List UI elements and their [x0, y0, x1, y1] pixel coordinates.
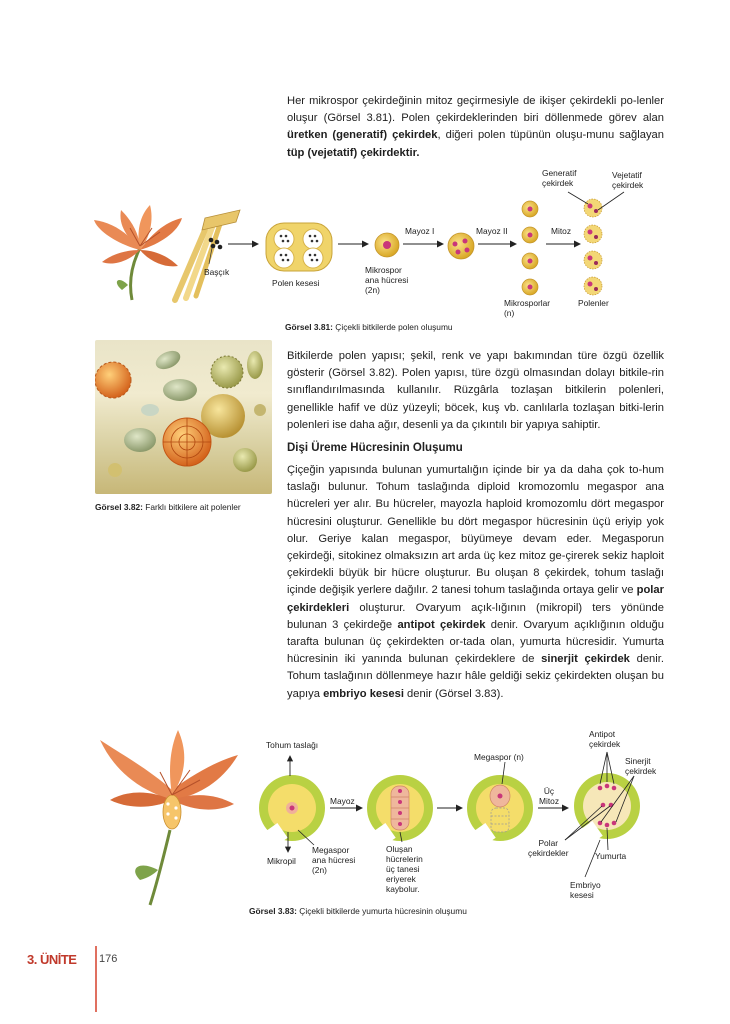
label-tohum-taslagi: Tohum taslağı: [266, 740, 319, 750]
lily-flower-icon: [94, 205, 182, 300]
lily-ovary-icon: [100, 730, 238, 905]
ovule-2-icon: [367, 775, 433, 847]
label-mitoz: Mitoz: [551, 226, 572, 236]
label-polar-cekirdekler: Polar çekirdekler: [528, 838, 569, 858]
paragraph-disi-ureme-hucresi: Çiçeğin yapısında bulunan yumurtalığın içinde bir ya da daha çok to-hum taslağı bulunur. Tohum taslağında diploid kromozomlu megaspor ana hücreleri yer alır. Bu hücreler, mayozla haploid kromozomlu dört megaspor hücresini oluşturur. Genellikle bu dört megaspor hücresinin üçü eriyip yok olur. Geriye kalan megaspor, büyümeye devam eder. Megasporun çekirdeği, sitokinez olmaksızın art arda üç kez mitoz ge-çirerek sekiz haploit çekirdekli büyük bir hücre oluşturur. Bu oluşan 8 çekirdek, tohum taslağı içinde değişik yerlere dağılır. 2 tanesi tohum taslağında ortaya gelir ve polar çekirdekleri oluşturur. Ovaryum açık-lığının (mikropil) ters yönünde bulunan 3 çekirdeğe antipot çekirdek denir. Ovaryum açıklığının olduğu tarafta bulunan üç çekirdekten or-tada olan, yumurta hücresidir. Yumurta hücresinin iki yanında bulunan çekirdeklere de sinerjit çekirdek denir. Tohum taslağının döllenmeye hazır hâle geldiği sekiz çekirdekten oluşan bu yapıya embriyo kesesi denir (Görsel 3.83).: [287, 464, 664, 700]
label-olusan-hucreler: Oluşan hücrelerin üç tanesi eriyerek kaybolur.: [386, 844, 423, 894]
label-polen-kesesi: Polen kesesi: [272, 278, 320, 288]
paragraph-polen-cekirdekleri: Her mikrospor çekirdeğinin mitoz geçirmesiyle de ikişer çekirdekli po-lenler oluşur (Görsel 3.81). Polen çekirdeklerinden biri döllenmede görev alan üretken (generatif) çekirdek, diğeri polen tüpünün oluşu-munu sağlayan tüp (vejetatif) çekirdektir.: [287, 95, 664, 159]
label-megaspor-n: Megaspor (n): [474, 752, 524, 762]
label-mayoz-2: Mayoz II: [476, 226, 508, 236]
label-mikrospor-ana-hucresi: Mikrospor ana hücresi (2n): [365, 265, 409, 295]
label-megaspor-ana-hucresi: Megaspor ana hücresi (2n): [312, 845, 356, 875]
caption-gorsel-3-83: Görsel 3.83: Çiçekli bitkilerde yumurta hücresinin oluşumu: [249, 906, 467, 916]
caption-gorsel-3-81: Görsel 3.81: Çiçekli bitkilerde polen oluşumu: [285, 322, 453, 332]
bascik-anther-icon: [175, 210, 240, 300]
footer-divider: [95, 946, 97, 1012]
pollen-grains-illustration: [95, 340, 272, 494]
ovule-3-icon: [467, 762, 533, 847]
page-number: 176: [99, 953, 118, 965]
polen-photo: [95, 340, 272, 494]
mikrospor-ana-hucresi-icon: [375, 233, 399, 257]
ovule-1-icon: [259, 766, 341, 850]
mayoz-1-hucre-icon: [448, 233, 474, 259]
section-heading: Dişi Üreme Hücresinin Oluşumu: [287, 442, 463, 454]
polen-kesesi-icon: [266, 223, 332, 271]
label-yumurta: Yumurta: [595, 851, 627, 861]
mikrosporlar-icon: [522, 201, 538, 295]
label-sinerjit-cekirdek: Sinerjit çekirdek: [625, 756, 657, 776]
label-mayoz: Mayoz: [330, 796, 355, 806]
label-mikropil: Mikropil: [267, 856, 296, 866]
label-mikrosporlar: Mikrosporlar (n): [504, 298, 551, 318]
label-generatif-cekirdek: Generatif çekirdek: [542, 168, 577, 188]
unit-label: 3. ÜNİTE: [27, 952, 77, 967]
figure-3-83-diagram: [100, 730, 640, 905]
label-mayoz-1: Mayoz I: [405, 226, 435, 236]
label-embriyo-kesesi: Embriyo kesesi: [570, 880, 601, 900]
label-bascik: Başçık: [204, 267, 230, 277]
label-antipot-cekirdek: Antipot çekirdek: [589, 729, 621, 749]
label-vejetatif-cekirdek: Vejetatif çekirdek: [612, 170, 644, 190]
caption-gorsel-3-82: Görsel 3.82: Farklı bitkilere ait polenler: [95, 502, 241, 512]
label-uc-mitoz: Üç Mitoz: [539, 786, 560, 806]
paragraph-polen-yapisi: Bitkilerde polen yapısı; şekil, renk ve yapı bakımından türe özgü özellik gösterir (Görsel 3.82). Polen yapısı, türe özgü olmasından dolayı bitkile-rin sınıflandırılmasında kullanılır. Rüzgârla tozlaşan bitkilerin polenleri, genellikle hafif ve düz yüzeyli; böcek, kuş vb. canlılarla tozlaşan bitki-lerin polenleri ise daha ağır, desenli ya da çıkıntılı bir yapıya sahiptir.: [287, 350, 664, 431]
label-polenler: Polenler: [578, 298, 609, 308]
